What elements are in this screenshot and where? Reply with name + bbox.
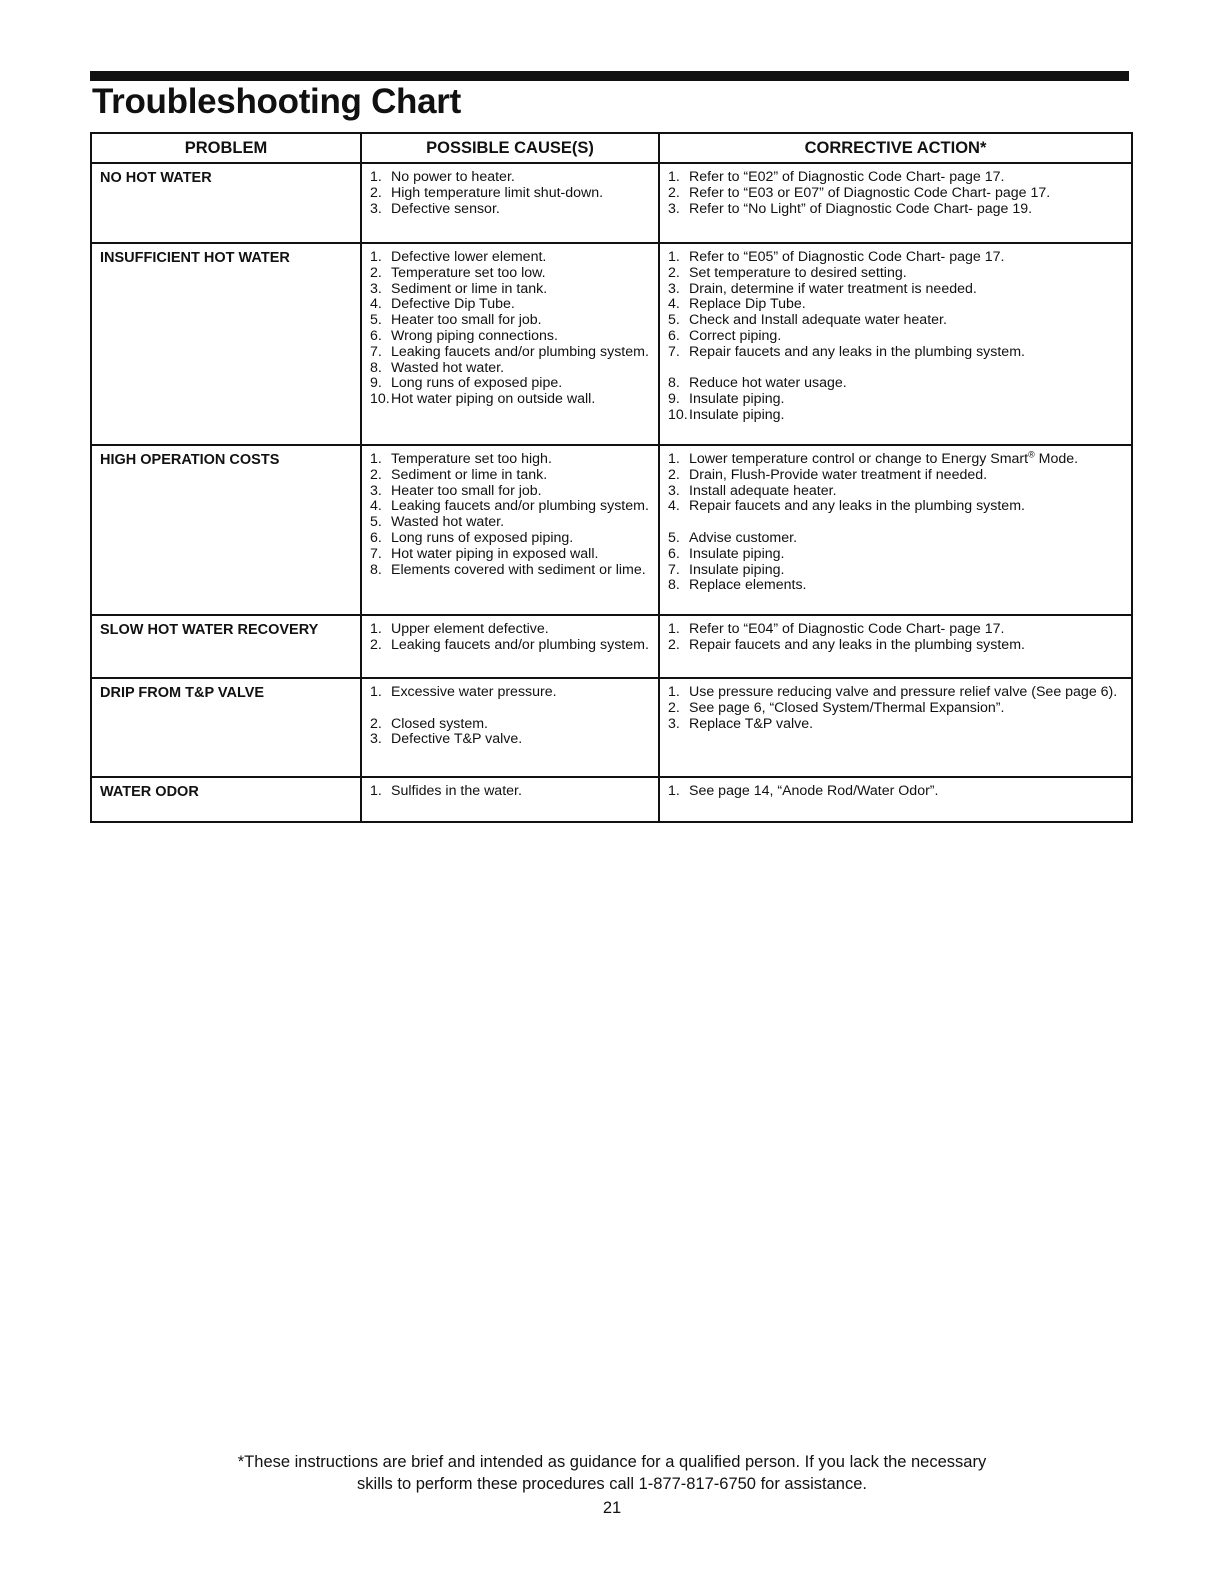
table-row: [91, 163, 1132, 243]
item-number: 2.: [668, 636, 680, 653]
list-item: [668, 297, 1127, 313]
causes-cell: [361, 445, 659, 615]
item-text: [689, 313, 1127, 329]
list-item: [370, 452, 654, 468]
item-number: 5.: [668, 312, 680, 329]
item-text: [391, 282, 654, 298]
actions-list: [660, 679, 1131, 736]
item-text-main: Hot water piping on outside wall.: [391, 391, 596, 408]
item-number: 3.: [370, 731, 382, 748]
item-number: 4.: [668, 296, 680, 313]
item-text-main: Leaking faucets and/or plumbing system.: [391, 498, 649, 515]
actions-cell: [659, 445, 1132, 615]
problem-cell: SLOW HOT WATER RECOVERY: [91, 615, 361, 678]
list-item: [668, 345, 1127, 361]
item-text: [391, 468, 654, 484]
actions-cell: [659, 678, 1132, 777]
item-number: 3.: [668, 715, 680, 732]
list-item: [370, 531, 654, 547]
item-text-main: Lower temperature control or change to Energy Smart: [689, 451, 1029, 467]
item-number: 1.: [370, 621, 382, 637]
list-item: [370, 282, 654, 298]
item-text-main: Insulate piping.: [689, 545, 785, 562]
item-text: [391, 266, 654, 282]
item-number: 7.: [370, 343, 382, 360]
actions-list: [660, 446, 1131, 598]
list-item: [668, 784, 1127, 800]
actions-list: [660, 778, 1131, 804]
causes-list: [362, 244, 658, 412]
problem-cell: INSUFFICIENT HOT WATER: [91, 243, 361, 445]
list-item: [370, 392, 654, 408]
item-text-main: Insulate piping.: [689, 406, 785, 423]
list-item: [668, 266, 1127, 282]
table-body: [91, 163, 1132, 822]
item-text: [689, 685, 1127, 701]
page-title: Troubleshooting Chart: [92, 82, 461, 121]
item-number: 1.: [370, 451, 382, 467]
item-text: [689, 170, 1127, 186]
list-item: [668, 468, 1127, 484]
item-number: 8.: [370, 359, 382, 376]
item-text-main: Elements covered with sediment or lime.: [391, 561, 646, 578]
item-number: 8.: [668, 577, 680, 594]
item-number: 3.: [370, 482, 382, 499]
item-text-main: Temperature set too high.: [391, 451, 552, 467]
item-number: 1.: [668, 783, 680, 799]
item-number: 1.: [668, 169, 680, 185]
item-text-main: Wasted hot water.: [391, 514, 505, 531]
item-text: [689, 250, 1127, 266]
item-number: 2.: [668, 699, 680, 716]
causes-cell: [361, 163, 659, 243]
list-item: [370, 515, 654, 531]
item-text-main: Refer to “No Light” of Diagnostic Code Chart- page 19.: [689, 200, 1033, 217]
item-text-suffix: Mode.: [1034, 451, 1079, 467]
causes-list: [362, 616, 658, 658]
item-number: 1.: [668, 684, 680, 700]
actions-list: [660, 244, 1131, 428]
list-item: [370, 345, 654, 361]
item-text: [391, 313, 654, 329]
item-number: 6.: [370, 327, 382, 344]
item-number: 2.: [668, 466, 680, 483]
list-item: [668, 717, 1127, 733]
item-text: [689, 484, 1127, 500]
item-number: 1.: [370, 169, 382, 185]
list-item: [370, 717, 654, 733]
item-text: [391, 732, 654, 748]
item-text-main: Use pressure reducing valve and pressure relief valve (See page 6).: [689, 684, 1118, 700]
item-text: [689, 638, 1127, 654]
item-number: 10.: [370, 391, 390, 408]
item-text-main: Refer to “E02” of Diagnostic Code Chart- page 17.: [689, 169, 1005, 185]
item-number: 4.: [370, 296, 382, 313]
list-item: [370, 186, 654, 202]
item-text-main: Refer to “E04” of Diagnostic Code Chart- page 17.: [689, 621, 1005, 637]
item-text-main: Leaking faucets and/or plumbing system.: [391, 343, 649, 360]
causes-cell: [361, 678, 659, 777]
item-text: [391, 170, 654, 186]
item-number: 2.: [668, 184, 680, 201]
problem-cell: NO HOT WATER: [91, 163, 361, 243]
item-text: [689, 622, 1127, 638]
item-number: 6.: [668, 545, 680, 562]
list-item: [668, 202, 1127, 218]
item-number: 9.: [668, 391, 680, 408]
item-text: [689, 563, 1127, 579]
list-item: [668, 484, 1127, 500]
item-text-main: High temperature limit shut-down.: [391, 184, 604, 201]
list-item: [370, 638, 654, 654]
item-number: 2.: [370, 184, 382, 201]
list-item: [668, 313, 1127, 329]
item-text-main: Sulfides in the water.: [391, 783, 522, 799]
item-number: 3.: [370, 200, 382, 217]
item-text: [391, 717, 654, 733]
list-item: [668, 392, 1127, 408]
causes-cell: [361, 777, 659, 822]
item-text-main: Install adequate heater.: [689, 482, 837, 499]
item-text: [391, 186, 654, 202]
item-text-main: Long runs of exposed pipe.: [391, 375, 563, 392]
item-text-main: Correct piping.: [689, 327, 782, 344]
item-text: [391, 329, 654, 345]
registered-mark: ®: [1028, 449, 1035, 460]
item-text: [689, 531, 1127, 547]
list-item: [668, 376, 1127, 392]
item-text-main: Sediment or lime in tank.: [391, 466, 548, 483]
item-number: 2.: [370, 466, 382, 483]
item-number: 3.: [668, 200, 680, 217]
item-number: 6.: [370, 529, 382, 546]
item-number: 2.: [370, 636, 382, 653]
list-item: [668, 499, 1127, 515]
item-text-main: Drain, Flush-Provide water treatment if needed.: [689, 466, 988, 483]
item-text-main: See page 14, “Anode Rod/Water Odor”.: [689, 783, 939, 799]
list-item: [668, 547, 1127, 563]
item-number: 5.: [370, 312, 382, 329]
causes-list: [362, 679, 658, 752]
list-item: [370, 297, 654, 313]
list-item: [668, 578, 1127, 594]
list-item: [370, 313, 654, 329]
item-text-main: Wasted hot water.: [391, 359, 505, 376]
item-text: [689, 282, 1127, 298]
header-possible-causes: POSSIBLE CAUSE(S): [361, 133, 659, 163]
item-text-main: Advise customer.: [689, 529, 798, 546]
item-text-main: See page 6, “Closed System/Thermal Expansion”.: [689, 699, 1005, 716]
item-text-main: Replace T&P valve.: [689, 715, 814, 732]
item-text-main: Defective Dip Tube.: [391, 296, 515, 313]
table-header-row: [91, 133, 1132, 163]
item-text-main: Refer to “E05” of Diagnostic Code Chart- page 17.: [689, 249, 1005, 265]
footnote: [0, 1452, 1224, 1495]
item-number: 1.: [668, 621, 680, 637]
item-text-main: Defective T&P valve.: [391, 731, 523, 748]
item-number: 2.: [370, 715, 382, 732]
list-item: [668, 622, 1127, 638]
item-text: [391, 392, 654, 408]
item-text-main: Reduce hot water usage.: [689, 375, 847, 392]
item-text-main: No power to heater.: [391, 169, 515, 185]
item-number: 8.: [370, 561, 382, 578]
list-item: [370, 732, 654, 748]
item-text-main: Replace elements.: [689, 577, 807, 594]
header-problem: PROBLEM: [91, 133, 361, 163]
list-item: [668, 685, 1127, 701]
item-number: 10.: [668, 406, 688, 423]
causes-cell: [361, 615, 659, 678]
item-text-main: Heater too small for job.: [391, 482, 542, 499]
list-item: [668, 408, 1127, 424]
list-item: [668, 531, 1127, 547]
item-text-main: Sediment or lime in tank.: [391, 280, 548, 297]
list-item: [370, 468, 654, 484]
causes-cell: [361, 243, 659, 445]
item-number: 5.: [370, 514, 382, 531]
troubleshooting-table: [90, 132, 1133, 823]
causes-list: [362, 164, 658, 221]
item-number: 8.: [668, 375, 680, 392]
item-number: 1.: [370, 783, 382, 799]
problem-cell: DRIP FROM T&P VALVE: [91, 678, 361, 777]
item-number: 1.: [370, 249, 382, 265]
causes-list: [362, 446, 658, 582]
list-item: [668, 170, 1127, 186]
item-text: [391, 515, 654, 531]
item-text-main: Long runs of exposed piping.: [391, 529, 574, 546]
list-item: [668, 638, 1127, 654]
list-item: [370, 266, 654, 282]
item-text: [689, 186, 1127, 202]
item-text-main: Repair faucets and any leaks in the plumbing system.: [689, 343, 1025, 360]
item-text: [689, 578, 1127, 594]
item-text-main: Wrong piping connections.: [391, 327, 558, 344]
list-item: [370, 250, 654, 266]
list-item: [668, 282, 1127, 298]
actions-list: [660, 616, 1131, 658]
item-number: 5.: [668, 529, 680, 546]
item-text: [391, 484, 654, 500]
table-row: [91, 615, 1132, 678]
item-text: [391, 345, 654, 361]
item-text: [391, 250, 654, 266]
list-item: [370, 202, 654, 218]
item-text: [689, 202, 1127, 218]
item-text: [391, 622, 654, 638]
item-text-main: Hot water piping in exposed wall.: [391, 545, 599, 562]
item-text: [689, 468, 1127, 484]
item-number: 2.: [370, 264, 382, 281]
header-corrective-action: CORRECTIVE ACTION*: [659, 133, 1132, 163]
item-number: 1.: [668, 249, 680, 265]
item-text: [391, 531, 654, 547]
item-text: [689, 499, 1127, 515]
item-text-main: Leaking faucets and/or plumbing system.: [391, 636, 649, 653]
item-text-main: Check and Install adequate water heater.: [689, 312, 947, 329]
footnote-line-1: *These instructions are brief and intended as guidance for a qualified person. If you lack the necessary: [237, 1453, 987, 1471]
item-text-main: Defective sensor.: [391, 200, 500, 217]
item-number: 7.: [370, 545, 382, 562]
item-text: [689, 717, 1127, 733]
item-text-main: Refer to “E03 or E07” of Diagnostic Code Chart- page 17.: [689, 184, 1051, 201]
item-text: [391, 685, 654, 701]
item-text: [689, 345, 1127, 361]
item-text: [689, 329, 1127, 345]
list-item: [668, 701, 1127, 717]
item-text-main: Repair faucets and any leaks in the plumbing system.: [689, 498, 1025, 515]
item-text: [689, 376, 1127, 392]
list-item: [668, 563, 1127, 579]
list-item: [370, 499, 654, 515]
item-text-main: Insulate piping.: [689, 561, 785, 578]
item-text: [689, 547, 1127, 563]
item-text: [689, 266, 1127, 282]
item-text: [391, 563, 654, 579]
actions-cell: [659, 243, 1132, 445]
item-text-main: Repair faucets and any leaks in the plumbing system.: [689, 636, 1025, 653]
item-number: 7.: [668, 343, 680, 360]
item-text: [391, 297, 654, 313]
list-item: [370, 784, 654, 800]
item-text: [391, 361, 654, 377]
item-text: [391, 638, 654, 654]
item-text: [391, 452, 654, 468]
causes-list: [362, 778, 658, 804]
table-row: [91, 243, 1132, 445]
item-text: [689, 297, 1127, 313]
list-item: [370, 361, 654, 377]
list-item: [668, 329, 1127, 345]
item-text: [391, 547, 654, 563]
item-number: 1.: [668, 451, 680, 467]
list-item: [370, 685, 654, 701]
item-text-main: Replace Dip Tube.: [689, 296, 806, 313]
table-row: [91, 777, 1132, 822]
item-text-main: Closed system.: [391, 715, 488, 732]
list-item: [370, 622, 654, 638]
item-number: 9.: [370, 375, 382, 392]
actions-list: [660, 164, 1131, 221]
list-item: [370, 547, 654, 563]
list-item: [370, 376, 654, 392]
item-text-main: Excessive water pressure.: [391, 684, 557, 700]
item-text-main: Set temperature to desired setting.: [689, 264, 907, 281]
footnote-line-2: skills to perform these procedures call 1-877-817-6750 for assistance.: [357, 1474, 867, 1493]
item-number: 4.: [370, 498, 382, 515]
list-item: [668, 186, 1127, 202]
item-number: 2.: [668, 264, 680, 281]
item-text: [689, 449, 1127, 468]
list-item: [370, 170, 654, 186]
item-text-main: Heater too small for job.: [391, 312, 542, 329]
list-item: [668, 449, 1127, 468]
item-number: 4.: [668, 498, 680, 515]
item-text: [689, 392, 1127, 408]
item-number: 1.: [370, 684, 382, 700]
list-item: [370, 563, 654, 579]
table-row: [91, 678, 1132, 777]
actions-cell: [659, 163, 1132, 243]
problem-cell: HIGH OPERATION COSTS: [91, 445, 361, 615]
list-item: [370, 329, 654, 345]
item-text: [689, 701, 1127, 717]
item-text: [391, 784, 654, 800]
list-item: [668, 250, 1127, 266]
item-number: 7.: [668, 561, 680, 578]
actions-cell: [659, 615, 1132, 678]
item-number: 6.: [668, 327, 680, 344]
item-text-main: Drain, determine if water treatment is needed.: [689, 280, 977, 297]
problem-cell: WATER ODOR: [91, 777, 361, 822]
item-number: 3.: [668, 280, 680, 297]
actions-cell: [659, 777, 1132, 822]
page-number: 21: [602, 1499, 622, 1517]
item-text: [689, 784, 1127, 800]
item-text-main: Defective lower element.: [391, 249, 547, 265]
item-text-main: Upper element defective.: [391, 621, 549, 637]
item-text-main: Temperature set too low.: [391, 264, 546, 281]
item-text: [391, 376, 654, 392]
list-item: [370, 484, 654, 500]
table-row: [91, 445, 1132, 615]
item-number: 3.: [370, 280, 382, 297]
item-text: [391, 499, 654, 515]
item-text: [391, 202, 654, 218]
item-number: 3.: [668, 482, 680, 499]
item-text-main: Insulate piping.: [689, 391, 785, 408]
item-text: [689, 408, 1127, 424]
